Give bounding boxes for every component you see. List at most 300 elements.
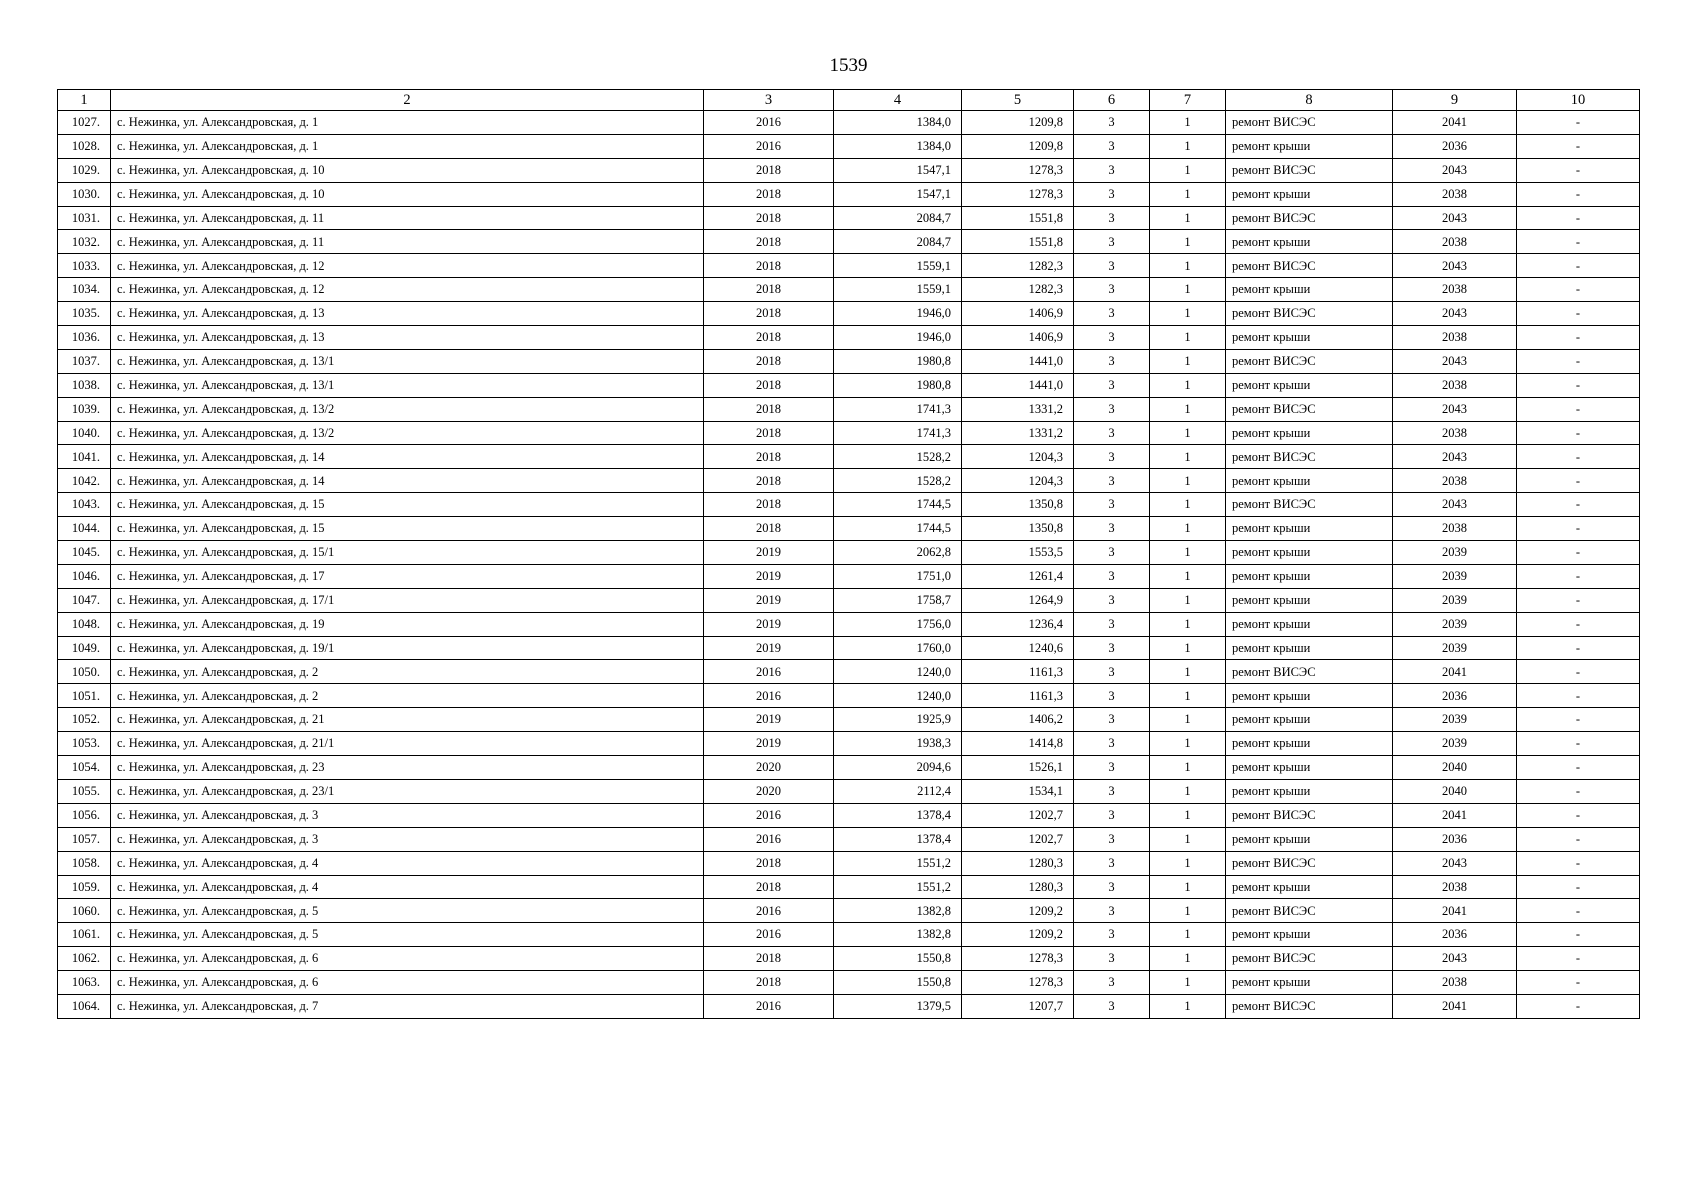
table-row (58, 971, 1640, 995)
area-living-cell: 1280,3 (962, 851, 1074, 875)
work-year-cell: 2038 (1393, 517, 1517, 541)
col6-cell: 3 (1074, 302, 1150, 326)
table-row (58, 158, 1640, 182)
table-row (58, 803, 1640, 827)
year-cell: 2018 (704, 851, 834, 875)
col7-cell: 1 (1150, 541, 1226, 565)
col7-cell: 1 (1150, 445, 1226, 469)
work-type-cell: ремонт крыши (1226, 134, 1393, 158)
row-number-cell: 1031. (58, 206, 111, 230)
area-living-cell: 1278,3 (962, 971, 1074, 995)
col6-cell: 3 (1074, 803, 1150, 827)
col6-cell: 3 (1074, 588, 1150, 612)
table-row (58, 875, 1640, 899)
work-type-cell: ремонт крыши (1226, 373, 1393, 397)
address-cell: с. Нежинка, ул. Александровская, д. 19 (111, 612, 704, 636)
work-type-cell: ремонт крыши (1226, 756, 1393, 780)
work-year-cell: 2039 (1393, 708, 1517, 732)
work-year-cell: 2041 (1393, 111, 1517, 135)
column-header-10: 10 (1517, 90, 1640, 111)
area-living-cell: 1209,8 (962, 111, 1074, 135)
area-living-cell: 1261,4 (962, 564, 1074, 588)
address-cell: с. Нежинка, ул. Александровская, д. 13/1 (111, 373, 704, 397)
work-type-cell: ремонт крыши (1226, 278, 1393, 302)
area-total-cell: 1382,8 (834, 923, 962, 947)
area-total-cell: 1758,7 (834, 588, 962, 612)
address-cell: с. Нежинка, ул. Александровская, д. 3 (111, 803, 704, 827)
address-cell: с. Нежинка, ул. Александровская, д. 13/2 (111, 397, 704, 421)
col7-cell: 1 (1150, 326, 1226, 350)
table-row (58, 612, 1640, 636)
table-row (58, 111, 1640, 135)
year-cell: 2016 (704, 134, 834, 158)
row-number-cell: 1058. (58, 851, 111, 875)
col6-cell: 3 (1074, 660, 1150, 684)
year-cell: 2018 (704, 254, 834, 278)
area-living-cell: 1278,3 (962, 182, 1074, 206)
col6-cell: 3 (1074, 158, 1150, 182)
row-number-cell: 1048. (58, 612, 111, 636)
col10-cell: - (1517, 947, 1640, 971)
area-total-cell: 1946,0 (834, 326, 962, 350)
col6-cell: 3 (1074, 875, 1150, 899)
area-living-cell: 1278,3 (962, 947, 1074, 971)
row-number-cell: 1052. (58, 708, 111, 732)
work-type-cell: ремонт ВИСЭС (1226, 206, 1393, 230)
area-total-cell: 1946,0 (834, 302, 962, 326)
col7-cell: 1 (1150, 756, 1226, 780)
work-year-cell: 2038 (1393, 971, 1517, 995)
col7-cell: 1 (1150, 994, 1226, 1018)
table-row (58, 541, 1640, 565)
work-year-cell: 2043 (1393, 349, 1517, 373)
row-number-cell: 1062. (58, 947, 111, 971)
col7-cell: 1 (1150, 636, 1226, 660)
page-number: 1539 (829, 55, 868, 76)
area-living-cell: 1350,8 (962, 493, 1074, 517)
col10-cell: - (1517, 421, 1640, 445)
col10-cell: - (1517, 899, 1640, 923)
work-year-cell: 2038 (1393, 182, 1517, 206)
table-row (58, 254, 1640, 278)
row-number-cell: 1033. (58, 254, 111, 278)
year-cell: 2019 (704, 732, 834, 756)
year-cell: 2018 (704, 445, 834, 469)
col7-cell: 1 (1150, 373, 1226, 397)
col6-cell: 3 (1074, 134, 1150, 158)
year-cell: 2018 (704, 469, 834, 493)
area-living-cell: 1350,8 (962, 517, 1074, 541)
area-total-cell: 1559,1 (834, 278, 962, 302)
area-total-cell: 1240,0 (834, 660, 962, 684)
col7-cell: 1 (1150, 230, 1226, 254)
area-living-cell: 1553,5 (962, 541, 1074, 565)
table-row (58, 517, 1640, 541)
table-row (58, 779, 1640, 803)
area-living-cell: 1207,7 (962, 994, 1074, 1018)
col7-cell: 1 (1150, 612, 1226, 636)
area-total-cell: 1559,1 (834, 254, 962, 278)
col10-cell: - (1517, 278, 1640, 302)
work-year-cell: 2039 (1393, 541, 1517, 565)
address-cell: с. Нежинка, ул. Александровская, д. 15 (111, 493, 704, 517)
area-living-cell: 1204,3 (962, 445, 1074, 469)
row-number-cell: 1029. (58, 158, 111, 182)
year-cell: 2016 (704, 899, 834, 923)
year-cell: 2018 (704, 302, 834, 326)
area-total-cell: 1550,8 (834, 971, 962, 995)
area-total-cell: 2084,7 (834, 230, 962, 254)
area-total-cell: 1744,5 (834, 493, 962, 517)
area-living-cell: 1406,9 (962, 302, 1074, 326)
area-total-cell: 1240,0 (834, 684, 962, 708)
work-year-cell: 2038 (1393, 875, 1517, 899)
col6-cell: 3 (1074, 469, 1150, 493)
address-cell: с. Нежинка, ул. Александровская, д. 4 (111, 851, 704, 875)
area-living-cell: 1209,2 (962, 923, 1074, 947)
col10-cell: - (1517, 445, 1640, 469)
work-year-cell: 2039 (1393, 564, 1517, 588)
year-cell: 2018 (704, 971, 834, 995)
address-cell: с. Нежинка, ул. Александровская, д. 6 (111, 971, 704, 995)
work-year-cell: 2040 (1393, 756, 1517, 780)
work-type-cell: ремонт крыши (1226, 588, 1393, 612)
work-type-cell: ремонт крыши (1226, 612, 1393, 636)
col10-cell: - (1517, 684, 1640, 708)
table-row (58, 827, 1640, 851)
table-row (58, 756, 1640, 780)
work-type-cell: ремонт ВИСЭС (1226, 397, 1393, 421)
address-cell: с. Нежинка, ул. Александровская, д. 14 (111, 445, 704, 469)
work-year-cell: 2039 (1393, 732, 1517, 756)
work-type-cell: ремонт ВИСЭС (1226, 947, 1393, 971)
work-type-cell: ремонт ВИСЭС (1226, 803, 1393, 827)
table-row (58, 278, 1640, 302)
col7-cell: 1 (1150, 421, 1226, 445)
year-cell: 2016 (704, 994, 834, 1018)
col6-cell: 3 (1074, 254, 1150, 278)
year-cell: 2018 (704, 397, 834, 421)
col10-cell: - (1517, 612, 1640, 636)
table-row (58, 708, 1640, 732)
area-total-cell: 2094,6 (834, 756, 962, 780)
col10-cell: - (1517, 803, 1640, 827)
column-header-5: 5 (962, 90, 1074, 111)
column-header-2: 2 (111, 90, 704, 111)
work-type-cell: ремонт ВИСЭС (1226, 851, 1393, 875)
row-number-cell: 1027. (58, 111, 111, 135)
col10-cell: - (1517, 588, 1640, 612)
col6-cell: 3 (1074, 182, 1150, 206)
col6-cell: 3 (1074, 278, 1150, 302)
col7-cell: 1 (1150, 111, 1226, 135)
work-type-cell: ремонт ВИСЭС (1226, 302, 1393, 326)
work-year-cell: 2043 (1393, 302, 1517, 326)
row-number-cell: 1061. (58, 923, 111, 947)
col10-cell: - (1517, 182, 1640, 206)
address-cell: с. Нежинка, ул. Александровская, д. 10 (111, 158, 704, 182)
year-cell: 2016 (704, 827, 834, 851)
year-cell: 2016 (704, 803, 834, 827)
work-type-cell: ремонт ВИСЭС (1226, 111, 1393, 135)
col6-cell: 3 (1074, 947, 1150, 971)
year-cell: 2019 (704, 612, 834, 636)
area-total-cell: 1744,5 (834, 517, 962, 541)
table-header-row (58, 90, 1640, 111)
table-row (58, 947, 1640, 971)
row-number-cell: 1036. (58, 326, 111, 350)
address-cell: с. Нежинка, ул. Александровская, д. 6 (111, 947, 704, 971)
work-type-cell: ремонт крыши (1226, 923, 1393, 947)
area-total-cell: 1384,0 (834, 111, 962, 135)
work-type-cell: ремонт крыши (1226, 875, 1393, 899)
work-type-cell: ремонт крыши (1226, 230, 1393, 254)
col7-cell: 1 (1150, 254, 1226, 278)
col7-cell: 1 (1150, 827, 1226, 851)
work-type-cell: ремонт ВИСЭС (1226, 254, 1393, 278)
address-cell: с. Нежинка, ул. Александровская, д. 15/1 (111, 541, 704, 565)
area-total-cell: 1741,3 (834, 397, 962, 421)
col6-cell: 3 (1074, 851, 1150, 875)
area-living-cell: 1441,0 (962, 349, 1074, 373)
col10-cell: - (1517, 158, 1640, 182)
col7-cell: 1 (1150, 947, 1226, 971)
year-cell: 2018 (704, 517, 834, 541)
work-type-cell: ремонт крыши (1226, 708, 1393, 732)
table-row (58, 206, 1640, 230)
area-living-cell: 1202,7 (962, 803, 1074, 827)
col6-cell: 3 (1074, 111, 1150, 135)
col6-cell: 3 (1074, 708, 1150, 732)
work-year-cell: 2038 (1393, 278, 1517, 302)
table-row (58, 923, 1640, 947)
col6-cell: 3 (1074, 684, 1150, 708)
col6-cell: 3 (1074, 349, 1150, 373)
area-living-cell: 1209,2 (962, 899, 1074, 923)
table-row (58, 660, 1640, 684)
table-row (58, 899, 1640, 923)
address-cell: с. Нежинка, ул. Александровская, д. 13 (111, 302, 704, 326)
address-cell: с. Нежинка, ул. Александровская, д. 4 (111, 875, 704, 899)
address-cell: с. Нежинка, ул. Александровская, д. 5 (111, 923, 704, 947)
col10-cell: - (1517, 541, 1640, 565)
year-cell: 2016 (704, 923, 834, 947)
column-header-3: 3 (704, 90, 834, 111)
col6-cell: 3 (1074, 541, 1150, 565)
work-type-cell: ремонт крыши (1226, 684, 1393, 708)
work-type-cell: ремонт крыши (1226, 541, 1393, 565)
work-type-cell: ремонт крыши (1226, 564, 1393, 588)
area-total-cell: 1547,1 (834, 182, 962, 206)
work-year-cell: 2038 (1393, 469, 1517, 493)
address-cell: с. Нежинка, ул. Александровская, д. 19/1 (111, 636, 704, 660)
area-total-cell: 1550,8 (834, 947, 962, 971)
area-total-cell: 1925,9 (834, 708, 962, 732)
area-total-cell: 1547,1 (834, 158, 962, 182)
col7-cell: 1 (1150, 708, 1226, 732)
address-cell: с. Нежинка, ул. Александровская, д. 1 (111, 134, 704, 158)
table-row (58, 373, 1640, 397)
col7-cell: 1 (1150, 349, 1226, 373)
address-cell: с. Нежинка, ул. Александровская, д. 13/2 (111, 421, 704, 445)
col6-cell: 3 (1074, 994, 1150, 1018)
address-cell: с. Нежинка, ул. Александровская, д. 15 (111, 517, 704, 541)
work-year-cell: 2036 (1393, 134, 1517, 158)
address-cell: с. Нежинка, ул. Александровская, д. 21/1 (111, 732, 704, 756)
work-type-cell: ремонт ВИСЭС (1226, 493, 1393, 517)
year-cell: 2019 (704, 588, 834, 612)
table-row (58, 493, 1640, 517)
year-cell: 2018 (704, 158, 834, 182)
row-number-cell: 1064. (58, 994, 111, 1018)
table-row (58, 326, 1640, 350)
address-cell: с. Нежинка, ул. Александровская, д. 11 (111, 206, 704, 230)
work-year-cell: 2039 (1393, 612, 1517, 636)
col7-cell: 1 (1150, 732, 1226, 756)
col10-cell: - (1517, 994, 1640, 1018)
row-number-cell: 1056. (58, 803, 111, 827)
area-total-cell: 1382,8 (834, 899, 962, 923)
work-year-cell: 2043 (1393, 158, 1517, 182)
col6-cell: 3 (1074, 564, 1150, 588)
area-total-cell: 1378,4 (834, 827, 962, 851)
table-row (58, 349, 1640, 373)
row-number-cell: 1055. (58, 779, 111, 803)
year-cell: 2018 (704, 206, 834, 230)
work-year-cell: 2041 (1393, 803, 1517, 827)
area-total-cell: 1741,3 (834, 421, 962, 445)
table-row (58, 445, 1640, 469)
address-cell: с. Нежинка, ул. Александровская, д. 21 (111, 708, 704, 732)
row-number-cell: 1053. (58, 732, 111, 756)
col7-cell: 1 (1150, 302, 1226, 326)
col6-cell: 3 (1074, 732, 1150, 756)
area-living-cell: 1551,8 (962, 206, 1074, 230)
row-number-cell: 1032. (58, 230, 111, 254)
address-cell: с. Нежинка, ул. Александровская, д. 23 (111, 756, 704, 780)
area-total-cell: 1379,5 (834, 994, 962, 1018)
work-type-cell: ремонт ВИСЭС (1226, 994, 1393, 1018)
table-row (58, 302, 1640, 326)
column-header-4: 4 (834, 90, 962, 111)
row-number-cell: 1063. (58, 971, 111, 995)
area-living-cell: 1331,2 (962, 421, 1074, 445)
area-living-cell: 1202,7 (962, 827, 1074, 851)
work-year-cell: 2036 (1393, 923, 1517, 947)
area-total-cell: 1760,0 (834, 636, 962, 660)
work-type-cell: ремонт ВИСЭС (1226, 899, 1393, 923)
col6-cell: 3 (1074, 899, 1150, 923)
year-cell: 2018 (704, 421, 834, 445)
work-year-cell: 2039 (1393, 588, 1517, 612)
col6-cell: 3 (1074, 206, 1150, 230)
work-type-cell: ремонт крыши (1226, 779, 1393, 803)
table-row (58, 134, 1640, 158)
row-number-cell: 1030. (58, 182, 111, 206)
col7-cell: 1 (1150, 875, 1226, 899)
address-cell: с. Нежинка, ул. Александровская, д. 2 (111, 660, 704, 684)
area-living-cell: 1161,3 (962, 660, 1074, 684)
area-total-cell: 1751,0 (834, 564, 962, 588)
address-cell: с. Нежинка, ул. Александровская, д. 1 (111, 111, 704, 135)
address-cell: с. Нежинка, ул. Александровская, д. 5 (111, 899, 704, 923)
area-living-cell: 1551,8 (962, 230, 1074, 254)
area-living-cell: 1406,9 (962, 326, 1074, 350)
col7-cell: 1 (1150, 278, 1226, 302)
year-cell: 2016 (704, 684, 834, 708)
address-cell: с. Нежинка, ул. Александровская, д. 14 (111, 469, 704, 493)
area-living-cell: 1209,8 (962, 134, 1074, 158)
row-number-cell: 1060. (58, 899, 111, 923)
col10-cell: - (1517, 660, 1640, 684)
table-row (58, 851, 1640, 875)
address-cell: с. Нежинка, ул. Александровская, д. 17/1 (111, 588, 704, 612)
year-cell: 2018 (704, 947, 834, 971)
year-cell: 2018 (704, 326, 834, 350)
work-type-cell: ремонт ВИСЭС (1226, 445, 1393, 469)
year-cell: 2019 (704, 708, 834, 732)
col10-cell: - (1517, 302, 1640, 326)
row-number-cell: 1042. (58, 469, 111, 493)
work-type-cell: ремонт крыши (1226, 517, 1393, 541)
col7-cell: 1 (1150, 851, 1226, 875)
column-header-1: 1 (58, 90, 111, 111)
work-type-cell: ремонт крыши (1226, 827, 1393, 851)
area-living-cell: 1264,9 (962, 588, 1074, 612)
col7-cell: 1 (1150, 923, 1226, 947)
row-number-cell: 1039. (58, 397, 111, 421)
row-number-cell: 1035. (58, 302, 111, 326)
col10-cell: - (1517, 708, 1640, 732)
col10-cell: - (1517, 971, 1640, 995)
work-year-cell: 2043 (1393, 493, 1517, 517)
col7-cell: 1 (1150, 899, 1226, 923)
area-total-cell: 1756,0 (834, 612, 962, 636)
row-number-cell: 1050. (58, 660, 111, 684)
address-cell: с. Нежинка, ул. Александровская, д. 23/1 (111, 779, 704, 803)
table-row (58, 421, 1640, 445)
row-number-cell: 1037. (58, 349, 111, 373)
address-cell: с. Нежинка, ул. Александровская, д. 12 (111, 254, 704, 278)
area-living-cell: 1331,2 (962, 397, 1074, 421)
col7-cell: 1 (1150, 493, 1226, 517)
area-total-cell: 1528,2 (834, 469, 962, 493)
area-total-cell: 1528,2 (834, 445, 962, 469)
work-year-cell: 2038 (1393, 230, 1517, 254)
table-row (58, 230, 1640, 254)
work-year-cell: 2043 (1393, 947, 1517, 971)
year-cell: 2018 (704, 493, 834, 517)
col6-cell: 3 (1074, 493, 1150, 517)
col6-cell: 3 (1074, 445, 1150, 469)
col7-cell: 1 (1150, 779, 1226, 803)
area-total-cell: 2084,7 (834, 206, 962, 230)
work-year-cell: 2043 (1393, 254, 1517, 278)
work-year-cell: 2043 (1393, 397, 1517, 421)
row-number-cell: 1051. (58, 684, 111, 708)
col7-cell: 1 (1150, 182, 1226, 206)
table-row (58, 684, 1640, 708)
year-cell: 2016 (704, 660, 834, 684)
col6-cell: 3 (1074, 779, 1150, 803)
row-number-cell: 1049. (58, 636, 111, 660)
col10-cell: - (1517, 230, 1640, 254)
year-cell: 2020 (704, 779, 834, 803)
address-cell: с. Нежинка, ул. Александровская, д. 12 (111, 278, 704, 302)
col7-cell: 1 (1150, 134, 1226, 158)
year-cell: 2019 (704, 564, 834, 588)
area-living-cell: 1534,1 (962, 779, 1074, 803)
